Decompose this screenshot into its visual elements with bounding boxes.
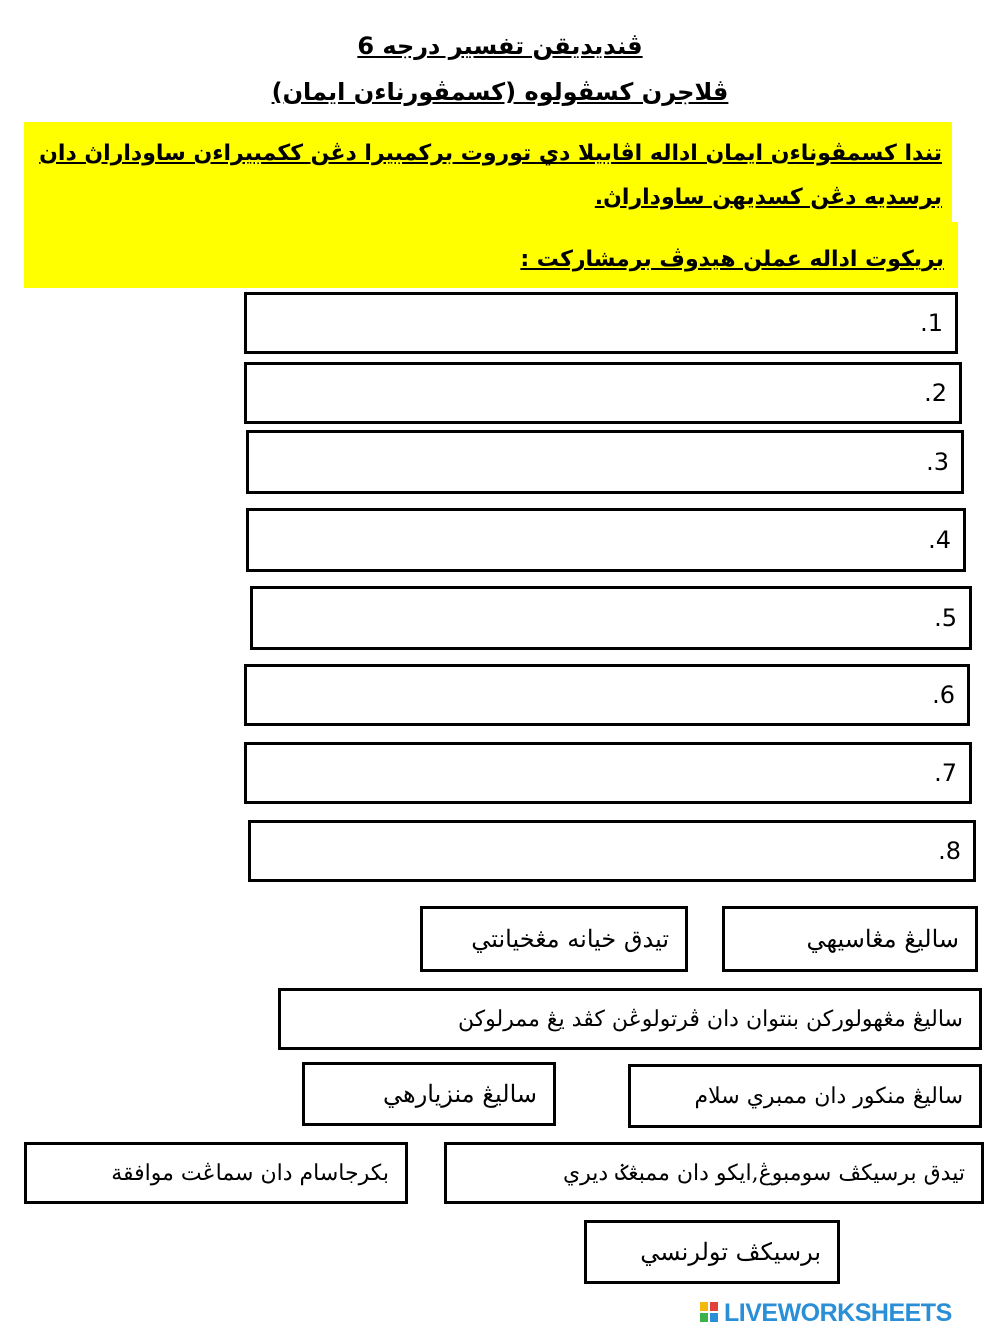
- answer-box-4[interactable]: [246, 508, 966, 572]
- answer-box-3[interactable]: [246, 430, 964, 494]
- answer-number: .5: [934, 604, 957, 632]
- instruction-text: تندا كسمڤوناءن ايمان اداله اڤابيلا دي توروت بركمبيرا دڠن ككمبيراءن ساوداراڽ دان برسديه دڠن كسديهن ساوداراڽ.: [39, 141, 942, 210]
- answer-number: .2: [924, 379, 947, 407]
- instruction-prompt: بريكوت اداله عملن هيدوڤ برمشاركت :: [520, 247, 944, 272]
- answer-box-1[interactable]: [244, 292, 958, 354]
- watermark-text: LIVEWORKSHEETS: [724, 1298, 952, 1327]
- option-card[interactable]: ساليڠ مڠاسيهي: [722, 906, 978, 972]
- answer-box-8[interactable]: [248, 820, 976, 882]
- answer-number: .1: [920, 309, 943, 337]
- option-card[interactable]: برسيکڤ تولرنسي: [584, 1220, 840, 1284]
- answer-box-5[interactable]: [250, 586, 972, 650]
- liveworksheets-watermark: [700, 1296, 1000, 1330]
- answer-number: .4: [928, 526, 951, 554]
- answer-box-2[interactable]: [244, 362, 962, 424]
- answer-number: .7: [934, 759, 957, 787]
- option-card[interactable]: ساليڠ منکور دان ممبري سلام: [628, 1064, 982, 1128]
- answer-number: .8: [938, 837, 961, 865]
- answer-number: .6: [932, 681, 955, 709]
- option-card[interactable]: تيدق برسيکڤ سومبوڠ,ايکو دان ممبڠݢ ديري: [444, 1142, 984, 1204]
- liveworksheets-logo-icon: [700, 1302, 720, 1324]
- answer-box-7[interactable]: [244, 742, 972, 804]
- option-card[interactable]: ساليڠ مڠهولورکن بنتوان دان ڤرتولوڠن کڤد يڠ ممرلوکن: [278, 988, 982, 1050]
- option-card[interactable]: ساليڠ منزيارهي: [302, 1062, 556, 1126]
- option-card[interactable]: تيدق خيانه مڠخيانتي: [420, 906, 688, 972]
- answer-box-6[interactable]: [244, 664, 970, 726]
- option-card[interactable]: بکرجاسام دان سماڠت موافقة: [24, 1142, 408, 1204]
- worksheet-title: ڤنديديقن تفسير درجه 6: [357, 32, 643, 60]
- answer-number: .3: [926, 448, 949, 476]
- worksheet-subtitle: ڤلاجرن كسڤولوه (كسمڤورناءن ايمان): [271, 78, 729, 106]
